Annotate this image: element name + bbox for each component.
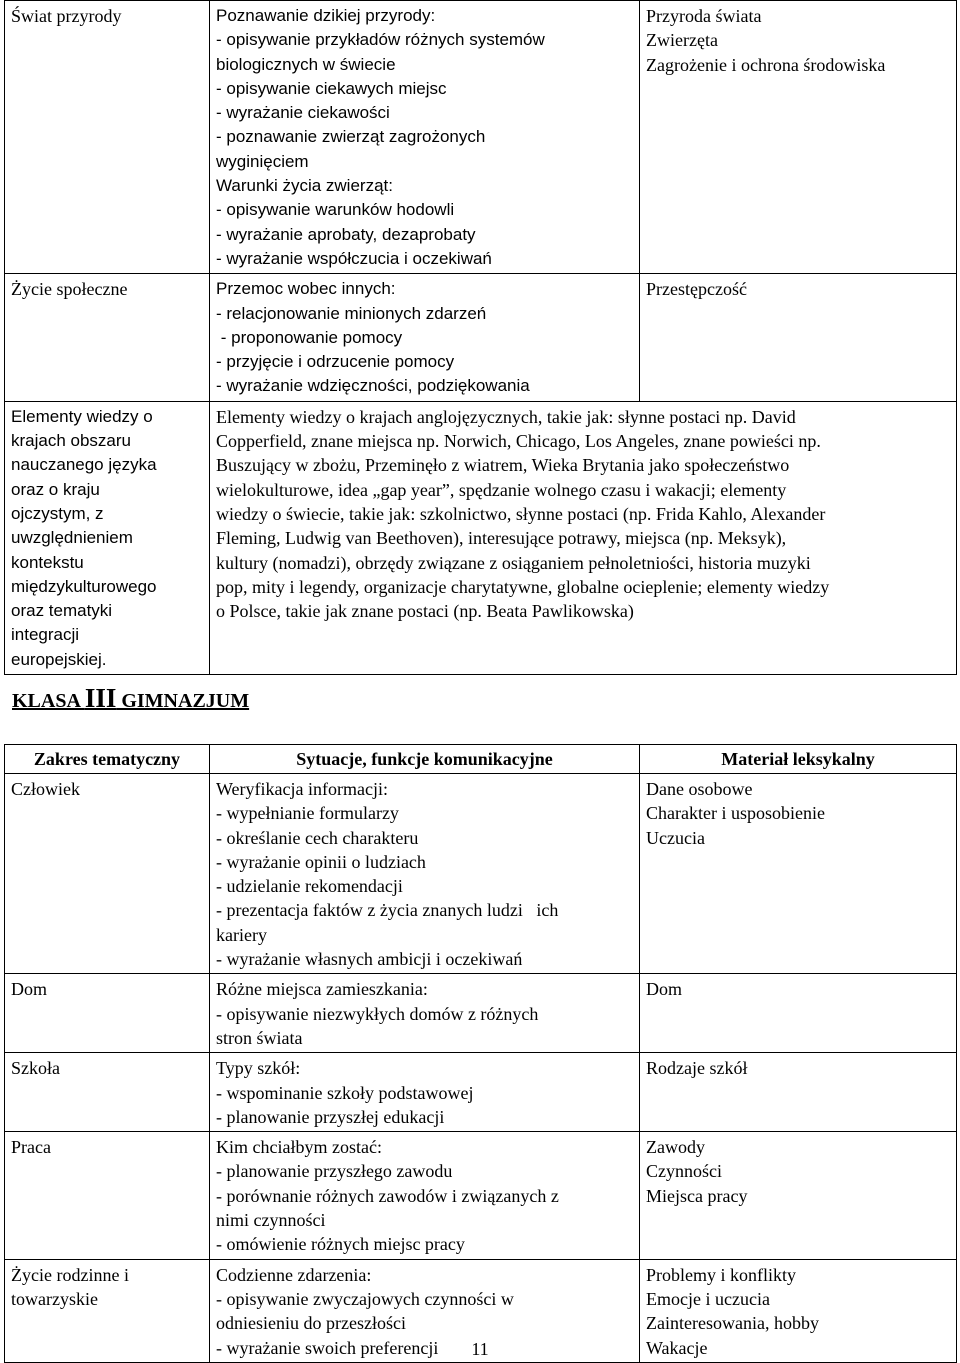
topic-cell-line: międzykulturowego (11, 576, 157, 596)
culture-text-cell-line: wiedzy o świecie, takie jak: szkolnictwo, słynne postaci (np. Frida Kahlo, Alexander (216, 503, 826, 524)
header-topic: Zakres tematyczny (5, 745, 210, 774)
topic-cell-line: Człowiek (11, 779, 80, 799)
functions-cell-line: - wyrażanie własnych ambicji i oczekiwań (216, 949, 523, 970)
functions-cell-line: - wyrażanie współczucia i oczekiwań (216, 248, 492, 268)
table-header (5, 745, 957, 774)
section-heading-prefix: KLASA (12, 690, 85, 712)
culture-text-cell-line: Fleming, Ludwig van Beethoven), interesujące potrawy, miejsca (np. Meksyk), (216, 528, 787, 549)
functions-cell-line: - poznawanie zwierząt zagrożonych (216, 127, 486, 147)
topics-table-continued (4, 0, 957, 675)
functions-cell-line: nimi czynności (216, 1210, 326, 1231)
functions-cell-line: Codzienne zdarzenia: (216, 1264, 372, 1285)
table-row (5, 1132, 957, 1259)
header-vocabulary: Materiał leksykalny (640, 745, 957, 774)
functions-cell-line: Poznawanie dzikiej przyrody: (216, 6, 436, 25)
table-row (5, 274, 957, 401)
topic-cell-line: towarzyskie (11, 1288, 98, 1309)
table-bottom-body (5, 774, 957, 1363)
topic-cell (5, 401, 210, 674)
section-heading-roman: III (84, 683, 117, 713)
table-row (5, 974, 957, 1053)
functions-cell-line: - opisywanie przykładów różnych systemów (216, 30, 545, 50)
vocabulary-cell-line: Zagrożenie i ochrona środowiska (646, 54, 886, 75)
topic-cell-line: Praca (11, 1137, 51, 1158)
functions-cell-line: - omówienie różnych miejsc pracy (216, 1234, 465, 1255)
functions-cell-line: - udzielanie rekomendacji (216, 876, 403, 897)
topic-cell-line: europejskiej. (11, 649, 107, 669)
functions-cell-line: Różne miejsca zamieszkania: (216, 979, 428, 1000)
culture-text-cell-line: o Polsce, takie jak znane postaci (np. Beata Pawlikowska) (216, 601, 634, 622)
functions-cell-line: biologicznych w świecie (216, 54, 396, 74)
functions-cell-line: - planowanie przyszłego zawodu (216, 1161, 453, 1182)
topic-cell (5, 974, 210, 1053)
vocabulary-cell-line: Czynności (646, 1161, 722, 1182)
header-row (5, 745, 957, 774)
culture-text-cell-line: Buszujący w zbożu, Przeminęło z wiatrem, Wieka Brytania jako społeczeństwo (216, 455, 790, 476)
culture-text-cell (210, 401, 957, 674)
topic-cell (5, 1, 210, 274)
functions-cell-line: - wyrażanie opinii o ludziach (216, 851, 426, 872)
topic-cell-line: Życie rodzinne i (11, 1264, 129, 1285)
table-row (5, 1053, 957, 1132)
table-row (5, 774, 957, 974)
topic-cell-line: Szkoła (11, 1058, 60, 1079)
functions-cell-line: - wypełnianie formularzy (216, 803, 399, 824)
culture-text-cell-line: pop, mity i legendy, organizacje charytatywne, globalne ocieplenie; elementy wiedzy (216, 576, 830, 597)
functions-cell (210, 1, 640, 274)
topic-cell-line: Dom (11, 979, 47, 1000)
vocabulary-cell-line: Uczucia (646, 827, 705, 848)
topic-cell-line: Życie społeczne (11, 279, 128, 300)
functions-cell-line: - wyrażanie wdzięczności, podziękowania (216, 376, 530, 396)
table-row (5, 1, 957, 274)
functions-cell-line: Kim chciałbym zostać: (216, 1137, 382, 1158)
vocabulary-cell (640, 1132, 957, 1259)
vocabulary-cell-line: Dom (646, 979, 682, 1000)
functions-cell-line: - wyrażanie swoich preferencji (216, 1337, 439, 1358)
topic-cell (5, 1053, 210, 1132)
header-functions: Sytuacje, funkcje komunikacyjne (210, 745, 640, 774)
functions-cell (210, 774, 640, 974)
vocabulary-cell-line: Przyroda świata (646, 6, 762, 26)
functions-cell-line: wyginięciem (216, 151, 309, 171)
topic-cell-line: integracji (11, 625, 80, 645)
vocabulary-cell (640, 1053, 957, 1132)
vocabulary-cell-line: Emocje i uczucia (646, 1288, 770, 1309)
functions-cell (210, 974, 640, 1053)
topic-cell-line: krajach obszaru (11, 431, 132, 451)
functions-cell (210, 274, 640, 401)
topic-cell (5, 1132, 210, 1259)
vocabulary-cell (640, 1, 957, 274)
topic-cell (5, 774, 210, 974)
section-heading (12, 683, 249, 714)
section-heading-suffix: GIMNAZJUM (116, 690, 250, 712)
vocabulary-cell-line: Przestępczość (646, 279, 747, 300)
culture-text-cell-line: wielokulturowe, idea „gap year”, spędzanie wolnego czasu i wakacji; elementy (216, 479, 787, 500)
functions-cell-line: - planowanie przyszłej edukacji (216, 1106, 445, 1127)
functions-cell-line: - przyjęcie i odrzucenie pomocy (216, 352, 455, 372)
functions-cell-line: - wyrażanie ciekawości (216, 103, 390, 123)
vocabulary-cell-line: Miejsca pracy (646, 1185, 748, 1206)
culture-text-cell-line: kultury (nomadzi), obrzędy związane z osiąganiem pełnoletniości, historia muzyki (216, 552, 811, 573)
functions-cell-line: - wspominanie szkoły podstawowej (216, 1082, 474, 1103)
functions-cell-line: Przemoc wobec innych: (216, 279, 396, 299)
functions-cell-line: - prezentacja faktów z życia znanych ludzi ich (216, 900, 559, 921)
functions-cell-line: - określanie cech charakteru (216, 827, 419, 848)
functions-cell-line: - opisywanie zwyczajowych czynności w (216, 1288, 514, 1309)
vocabulary-cell-line: Wakacje (646, 1337, 708, 1358)
topic-cell-line: kontekstu (11, 552, 84, 572)
page-number: 11 (471, 1339, 489, 1359)
topic-cell-line: Elementy wiedzy o (11, 406, 153, 426)
topic-cell-line: nauczanego języka (11, 455, 157, 475)
topic-cell-line: oraz o kraju (11, 479, 100, 499)
functions-cell-line: - wyrażanie aprobaty, dezaprobaty (216, 224, 476, 244)
functions-cell-line: - opisywanie ciekawych miejsc (216, 78, 447, 98)
functions-cell-line: Weryfikacja informacji: (216, 779, 388, 799)
vocabulary-cell (640, 274, 957, 401)
functions-cell-line: - porównanie różnych zawodów i związanych z (216, 1185, 559, 1206)
functions-cell-line: Warunki życia zwierząt: (216, 176, 393, 196)
culture-text-cell-line: Elementy wiedzy o krajach anglojęzycznych, takie jak: słynne postaci np. David (216, 406, 796, 427)
functions-cell-line: Typy szkół: (216, 1058, 301, 1079)
functions-cell (210, 1053, 640, 1132)
vocabulary-cell (640, 974, 957, 1053)
vocabulary-cell-line: Charakter i usposobienie (646, 803, 825, 824)
functions-cell-line: - opisywanie warunków hodowli (216, 200, 455, 220)
vocabulary-cell-line: Zawody (646, 1137, 705, 1158)
vocabulary-cell-line: Rodzaje szkół (646, 1058, 748, 1079)
functions-cell-line: odniesieniu do przeszłości (216, 1313, 406, 1334)
vocabulary-cell-line: Dane osobowe (646, 779, 753, 799)
functions-cell-line: - proponowanie pomocy (216, 327, 403, 347)
table-top-body (5, 1, 957, 675)
culture-text-cell-line: Copperfield, znane miejsca np. Norwich, Chicago, Los Angeles, znane powieści np. (216, 431, 821, 452)
topic-cell-line: oraz tematyki (11, 601, 113, 621)
topic-cell-line: uwzględnieniem (11, 528, 133, 548)
topic-cell-line: ojczystym, z (11, 503, 104, 523)
topic-cell-line: Świat przyrody (11, 6, 122, 26)
topic-cell (5, 274, 210, 401)
functions-cell-line: - relacjonowanie minionych zdarzeń (216, 303, 487, 323)
vocabulary-cell (640, 774, 957, 974)
gimnazjum-class-3-table (4, 744, 957, 1363)
functions-cell-line: kariery (216, 924, 267, 945)
vocabulary-cell-line: Zainteresowania, hobby (646, 1313, 819, 1334)
functions-cell-line: stron świata (216, 1027, 303, 1048)
functions-cell-line: - opisywanie niezwykłych domów z różnych (216, 1003, 539, 1024)
vocabulary-cell-line: Zwierzęta (646, 30, 718, 51)
vocabulary-cell-line: Problemy i konflikty (646, 1264, 796, 1285)
culture-row (5, 401, 957, 674)
functions-cell (210, 1132, 640, 1259)
